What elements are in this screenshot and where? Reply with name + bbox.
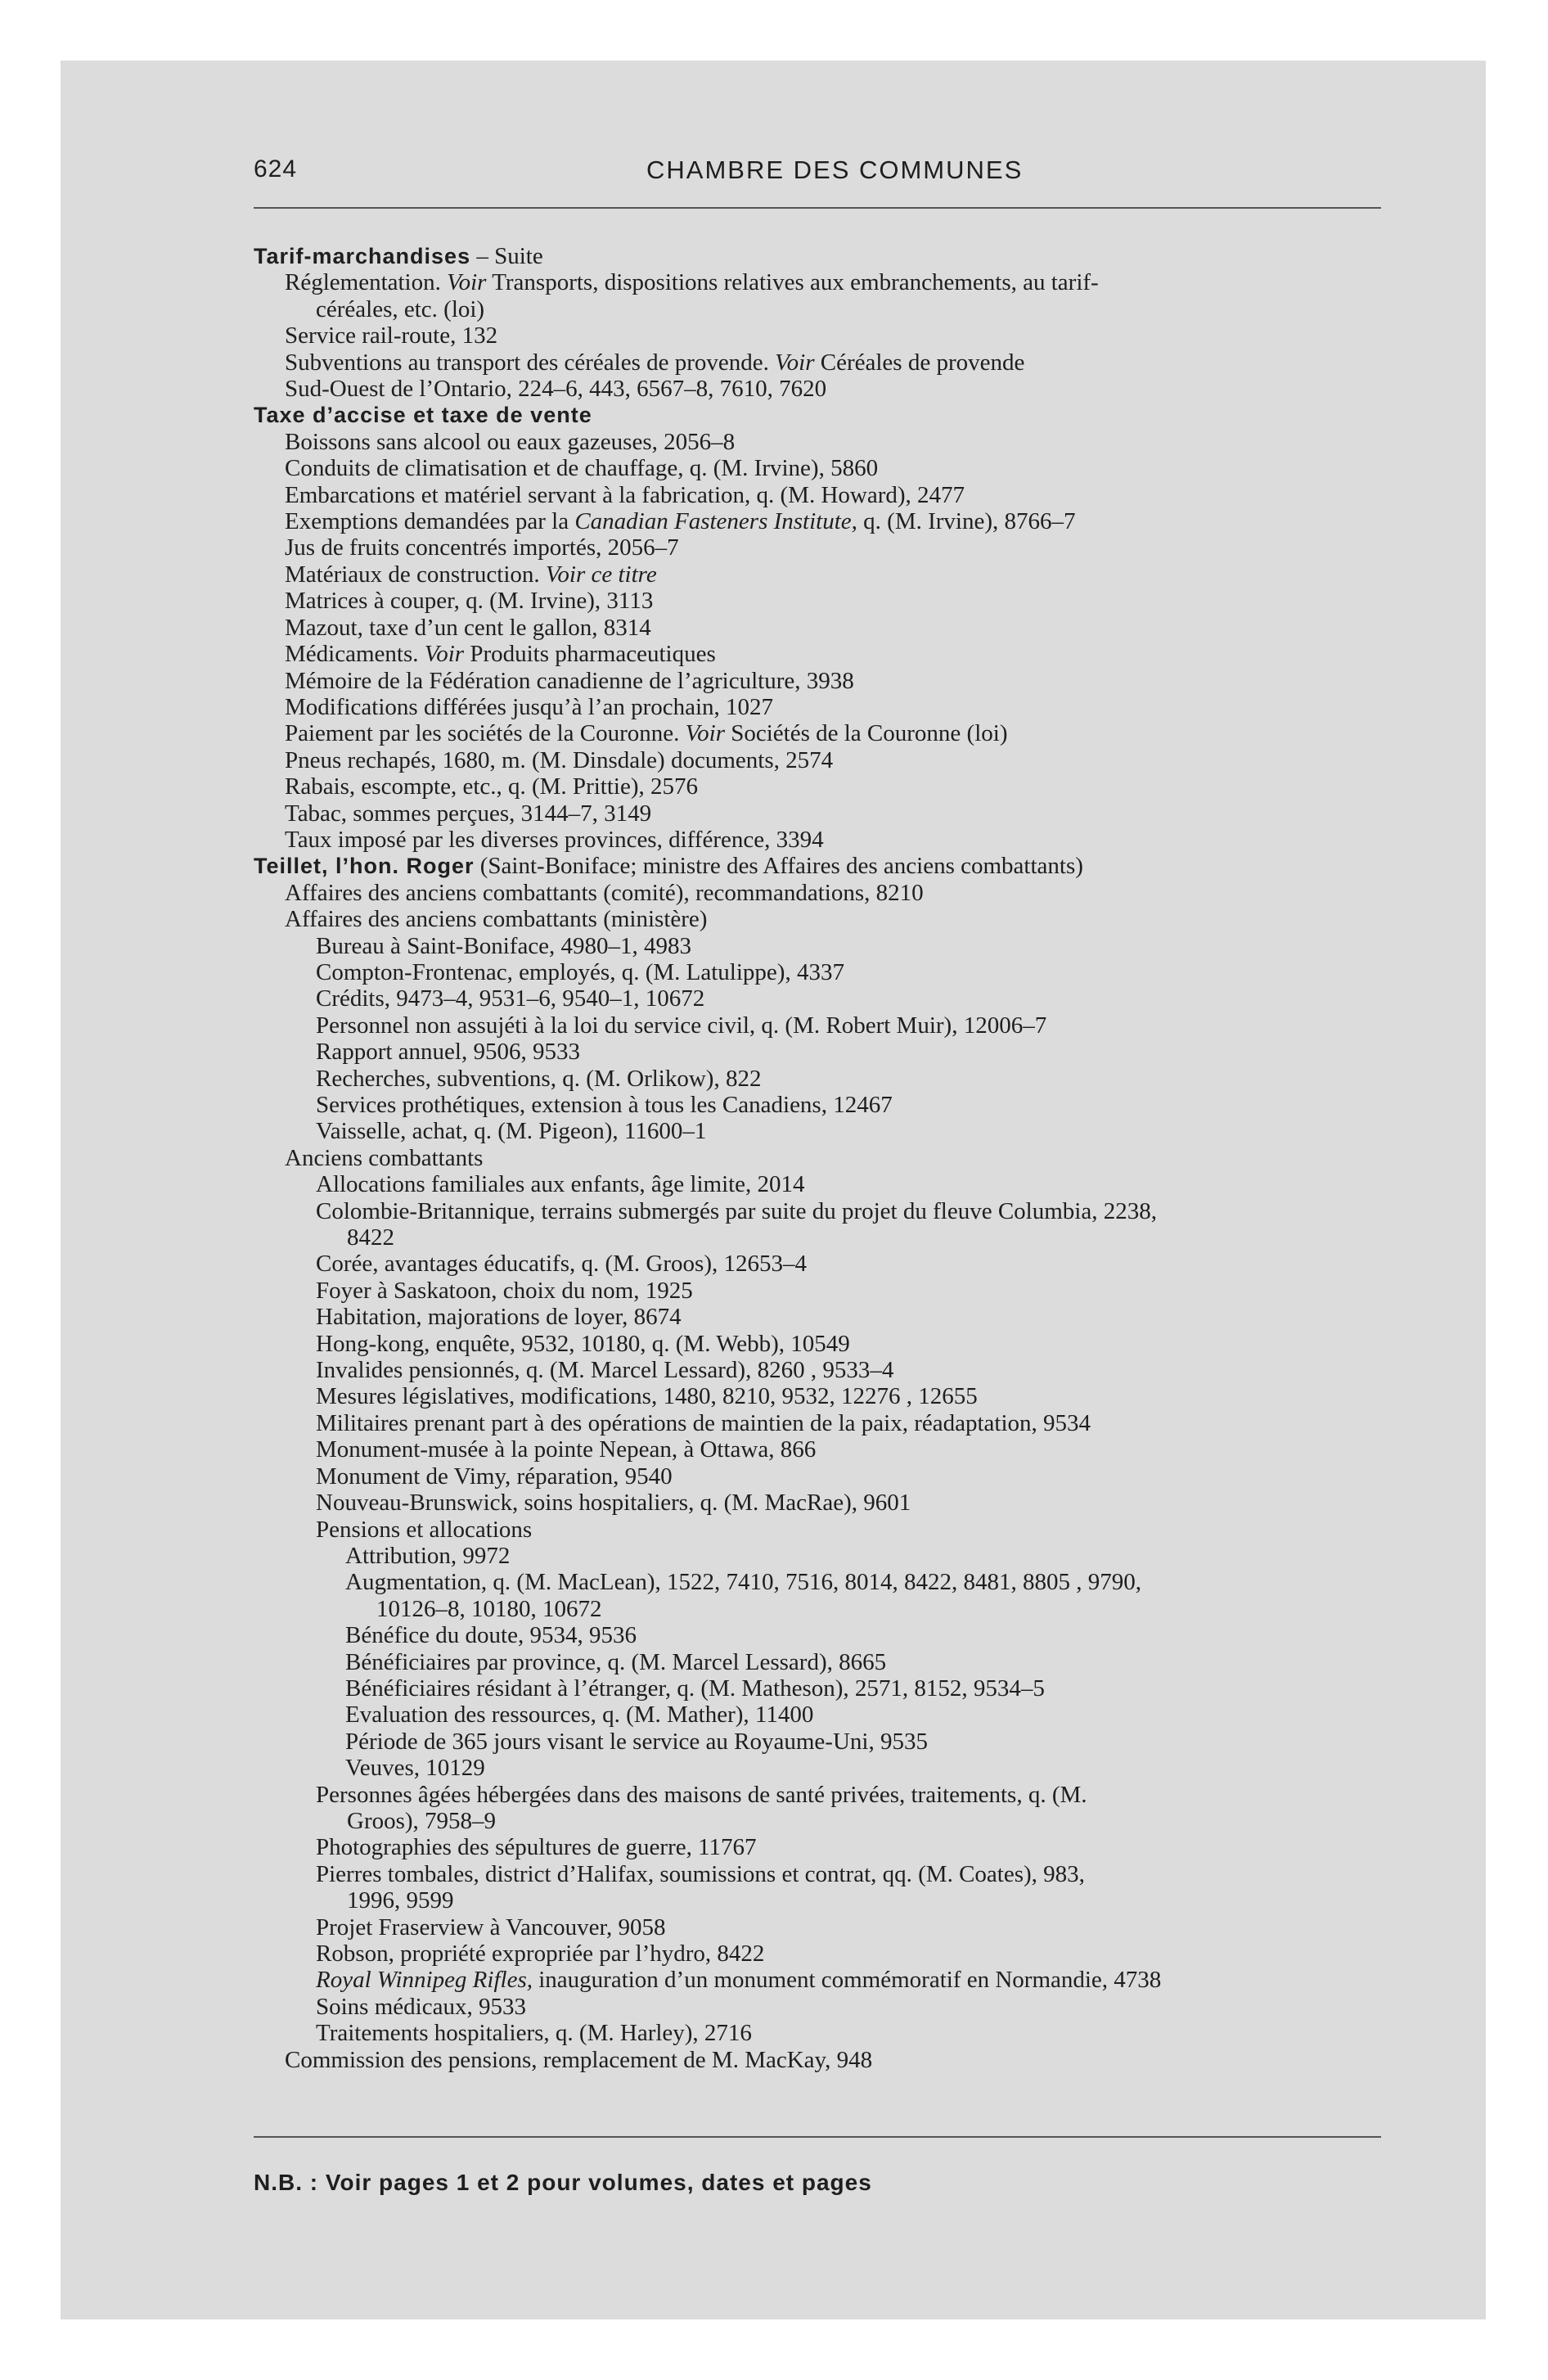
entry-text: Services prothétiques, extension à tous les Canadiens, 12467: [316, 1092, 893, 1118]
entry-text: Affaires des anciens combattants (ministère): [285, 906, 708, 933]
entry-text: Réglementation.: [285, 269, 448, 296]
index-entry-continuation: [254, 1224, 1391, 1251]
entry-text: Foyer à Saskatoon, choix du nom, 1925: [316, 1277, 693, 1304]
index-entry: [254, 1251, 1391, 1277]
entry-text: 1996, 9599: [347, 1887, 454, 1914]
entry-text: Pneus rechapés, 1680, m. (M. Dinsdale) documents, 2574: [285, 746, 834, 773]
entry-text: Groos), 7958–9: [347, 1807, 497, 1834]
entry-text: Projet Fraserview à Vancouver, 9058: [316, 1913, 666, 1941]
entry-text: Bénéficiaires résidant à l’étranger, q. (M. Matheson), 2571, 8152, 9534–5: [345, 1675, 1045, 1702]
page-number: 624: [254, 156, 298, 183]
index-entry: [254, 1490, 1391, 1516]
index-entry-continuation: [254, 1887, 1391, 1913]
entry-text: Personnes âgées hébergées dans des maisons de santé privées, traitements, q. (M.: [316, 1781, 1087, 1808]
entry-text-italic: Royal Winnipeg Rifles,: [316, 1967, 533, 1994]
footer-rule: [254, 2136, 1381, 2138]
page-header: [254, 156, 1381, 196]
heading-qualifier: – Suite: [470, 243, 543, 269]
index-entry: [254, 534, 1391, 561]
entry-text: Sociétés de la Couronne (loi): [724, 720, 1008, 747]
index-entry: [254, 1755, 1391, 1781]
entry-text: Bénéficiaires par province, q. (M. Marcel Lessard), 8665: [345, 1648, 887, 1675]
entry-text: Affaires des anciens combattants (comité), recommandations, 8210: [285, 879, 924, 906]
index-entry: [254, 1782, 1391, 1808]
entry-text-italic: Canadian Fasteners Institute,: [574, 508, 857, 535]
index-entry: [254, 1994, 1391, 2020]
index-entry: [254, 1304, 1391, 1330]
index-entry: [254, 959, 1391, 985]
footnote: N.B. : Voir pages 1 et 2 pour volumes, dates et pages: [254, 2170, 872, 2195]
index-entry: [254, 747, 1391, 773]
entry-text-italic: Voir: [685, 720, 725, 747]
entry-text: Pierres tombales, district d’Halifax, soumissions et contrat, qq. (M. Coates), 983,: [316, 1860, 1085, 1887]
entry-text: Invalides pensionnés, q. (M. Marcel Lessard), 8260 , 9533–4: [316, 1357, 894, 1384]
entry-text: Modifications différées jusqu’à l’an prochain, 1027: [285, 693, 774, 720]
index-entry: [254, 1649, 1391, 1675]
index-entry: [254, 1675, 1391, 1702]
index-heading: [254, 853, 1391, 879]
index-entry: [254, 1914, 1391, 1941]
entry-text: Mesures législatives, modifications, 1480, 8210, 9532, 12276 , 12655: [316, 1383, 978, 1410]
index-entry: [254, 1622, 1391, 1648]
index-entry: [254, 1436, 1391, 1463]
entry-text: 8422: [347, 1224, 394, 1251]
entry-text: Veuves, 10129: [345, 1755, 485, 1782]
entry-text: Nouveau-Brunswick, soins hospitaliers, q. (M. MacRae), 9601: [316, 1490, 911, 1517]
index-entry: [254, 1278, 1391, 1304]
entry-text: Tabac, sommes perçues, 3144–7, 3149: [285, 800, 652, 827]
heading-term: Teillet, l’hon. Roger: [254, 854, 475, 879]
index-entry: [254, 1517, 1391, 1543]
entry-text: q. (M. Irvine), 8766–7: [857, 508, 1076, 535]
index-entry: [254, 1729, 1391, 1755]
index-heading: [254, 402, 1391, 428]
index-entry: [254, 1410, 1391, 1436]
entry-text: Service rail-route, 132: [285, 322, 498, 349]
running-head: CHAMBRE DES COMMUNES: [646, 156, 1024, 184]
entry-text: Evaluation des ressources, q. (M. Mather), 11400: [345, 1702, 814, 1729]
entry-text: Bénéfice du doute, 9534, 9536: [345, 1622, 637, 1649]
index-entry: [254, 1145, 1391, 1171]
entry-text: Monument de Vimy, réparation, 9540: [316, 1463, 673, 1490]
entry-text: Période de 365 jours visant le service au Royaume-Uni, 9535: [345, 1728, 928, 1755]
index-entry: [254, 800, 1391, 827]
index-entry: [254, 1861, 1391, 1887]
index-entry: [254, 2047, 1391, 2073]
index-entry: [254, 1092, 1391, 1118]
entry-text: Produits pharmaceutiques: [464, 641, 716, 668]
entry-text: Sud-Ouest de l’Ontario, 224–6, 443, 6567–8, 7610, 7620: [285, 376, 827, 403]
entry-text: Habitation, majorations de loyer, 8674: [316, 1304, 682, 1331]
entry-text: Anciens combattants: [285, 1144, 484, 1171]
index-entry: [254, 933, 1391, 959]
entry-text: Monument-musée à la pointe Nepean, à Ottawa, 866: [316, 1436, 817, 1463]
entry-text: Crédits, 9473–4, 9531–6, 9540–1, 10672: [316, 985, 705, 1012]
index-entry: [254, 1171, 1391, 1197]
index-entry: [254, 773, 1391, 800]
index-entry: [254, 1941, 1391, 1967]
entry-text: inauguration d’un monument commémoratif en Normandie, 4738: [532, 1967, 1162, 1994]
heading-qualifier: (Saint-Boniface; ministre des Affaires des anciens combattants): [474, 853, 1083, 880]
index-entry: [254, 1198, 1391, 1224]
entry-text: Rabais, escompte, etc., q. (M. Prittie), 2576: [285, 773, 698, 800]
index-entry: [254, 1066, 1391, 1092]
entry-text: Personnel non assujéti à la loi du service civil, q. (M. Robert Muir), 12006–7: [316, 1012, 1047, 1039]
entry-text: Rapport annuel, 9506, 9533: [316, 1039, 580, 1066]
entry-text: Boissons sans alcool ou eaux gazeuses, 2056–8: [285, 428, 736, 455]
index-entry: [254, 694, 1391, 720]
index-entry-continuation: [254, 1596, 1391, 1622]
entry-text: Céréales de provende: [814, 349, 1025, 376]
index-entry: [254, 985, 1391, 1012]
index-entries: [254, 243, 1391, 2073]
entry-text: Commission des pensions, remplacement de M. MacKay, 948: [285, 2046, 873, 2073]
index-entry: [254, 429, 1391, 455]
index-entry-continuation: [254, 296, 1391, 322]
entry-text: céréales, etc. (loi): [316, 295, 485, 322]
entry-text-italic: Voir: [447, 269, 487, 296]
entry-text: Photographies des sépultures de guerre, 11767: [316, 1834, 757, 1861]
entry-text-italic: Voir: [775, 349, 815, 376]
entry-text-italic: Voir ce titre: [545, 561, 657, 588]
index-entry: [254, 1383, 1391, 1409]
index-heading: [254, 243, 1391, 269]
entry-text: Robson, propriété expropriée par l’hydro, 8422: [316, 1941, 765, 1967]
index-entry: [254, 906, 1391, 932]
index-entry: [254, 1039, 1391, 1065]
entry-text: Militaires prenant part à des opérations de maintien de la paix, réadaptation, 9534: [316, 1409, 1091, 1436]
entry-text: Compton-Frontenac, employés, q. (M. Latulippe), 4337: [316, 958, 844, 985]
index-entry: [254, 720, 1391, 746]
index-entry: [254, 2020, 1391, 2046]
index-entry: [254, 1834, 1391, 1860]
index-entry: [254, 880, 1391, 906]
entry-text-italic: Voir: [424, 641, 465, 668]
entry-text: Traitements hospitaliers, q. (M. Harley), 2716: [316, 2020, 752, 2047]
index-entry: [254, 1569, 1391, 1595]
entry-text: Attribution, 9972: [345, 1542, 511, 1569]
entry-text: Paiement par les sociétés de la Couronne.: [285, 720, 686, 747]
entry-text: Matériaux de construction.: [285, 561, 546, 588]
entry-text: Jus de fruits concentrés importés, 2056–7: [285, 534, 679, 561]
index-entry: [254, 561, 1391, 588]
index-entry: [254, 1012, 1391, 1039]
entry-text: Mazout, taxe d’un cent le gallon, 8314: [285, 614, 651, 641]
entry-text: Subventions au transport des céréales de provende.: [285, 349, 776, 376]
index-entry: [254, 1331, 1391, 1357]
index-entry: [254, 1118, 1391, 1144]
entry-text: Mémoire de la Fédération canadienne de l’agriculture, 3938: [285, 667, 854, 694]
index-entry: [254, 349, 1391, 376]
entry-text: Bureau à Saint-Boniface, 4980–1, 4983: [316, 932, 692, 959]
index-entry: [254, 455, 1391, 481]
index-entry: [254, 482, 1391, 508]
index-entry: [254, 1463, 1391, 1490]
entry-text: Embarcations et matériel servant à la fabrication, q. (M. Howard), 2477: [285, 481, 965, 508]
entry-text: Allocations familiales aux enfants, âge limite, 2014: [316, 1171, 805, 1198]
header-rule: [254, 207, 1381, 209]
index-entry: [254, 1543, 1391, 1569]
index-entry: [254, 827, 1391, 853]
index-entry: [254, 668, 1391, 694]
index-entry: [254, 1357, 1391, 1383]
entry-text: Soins médicaux, 9533: [316, 1993, 526, 2020]
index-entry-continuation: [254, 1808, 1391, 1834]
entry-text: Exemptions demandées par la: [285, 508, 575, 535]
entry-text: Médicaments.: [285, 641, 425, 668]
entry-text: Vaisselle, achat, q. (M. Pigeon), 11600–1: [316, 1118, 707, 1145]
index-entry: [254, 508, 1391, 534]
entry-text: Corée, avantages éducatifs, q. (M. Groos), 12653–4: [316, 1251, 807, 1278]
entry-text: Conduits de climatisation et de chauffage, q. (M. Irvine), 5860: [285, 455, 879, 482]
index-entry: [254, 376, 1391, 402]
entry-text: 10126–8, 10180, 10672: [376, 1595, 602, 1622]
entry-text: Augmentation, q. (M. MacLean), 1522, 7410, 7516, 8014, 8422, 8481, 8805 , 9790,: [345, 1569, 1142, 1596]
heading-term: Taxe d’accise et taxe de vente: [254, 403, 592, 428]
entry-text: Colombie-Britannique, terrains submergés par suite du projet du fleuve Columbia, 2238,: [316, 1197, 1157, 1224]
index-entry: [254, 588, 1391, 614]
entry-text: Pensions et allocations: [316, 1516, 533, 1543]
index-entry: [254, 641, 1391, 667]
index-entry: [254, 615, 1391, 641]
index-entry: [254, 1967, 1391, 1993]
entry-text: Transports, dispositions relatives aux embranchements, au tarif-: [486, 269, 1099, 296]
index-entry: [254, 269, 1391, 295]
entry-text: Recherches, subventions, q. (M. Orlikow), 822: [316, 1065, 762, 1092]
entry-text: Taux imposé par les diverses provinces, différence, 3394: [285, 826, 824, 853]
entry-text: Matrices à couper, q. (M. Irvine), 3113: [285, 588, 654, 615]
index-entry: [254, 1702, 1391, 1728]
index-entry: [254, 322, 1391, 349]
heading-term: Tarif-marchandises: [254, 244, 471, 268]
entry-text: Hong-kong, enquête, 9532, 10180, q. (M. Webb), 10549: [316, 1330, 850, 1357]
